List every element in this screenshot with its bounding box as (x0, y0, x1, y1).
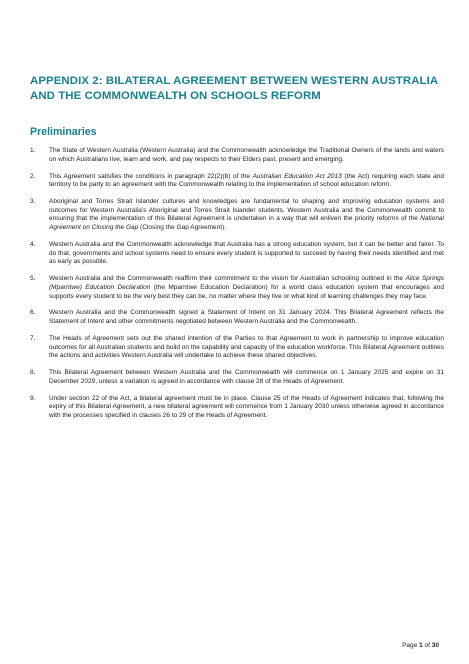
clause-6 (30, 309, 444, 326)
clause-list (30, 147, 444, 429)
clause-9 (30, 395, 444, 421)
page-word: Page (402, 642, 418, 649)
clause-text-part: (the Mparntwe Education Declaration) for a world class education system that encourages and supports every student to be the very best they can be, no matter where they live or what kind of learning challenges they may face. (49, 283, 444, 300)
page-number (402, 642, 439, 650)
clause-text-part: (the Act) requiring each state and territory to be party to an agreement with the Commonwealth relating to the implementation of school education reform. (49, 172, 444, 189)
appendix-title: APPENDIX 2: BILATERAL AGREEMENT BETWEEN WESTERN AUSTRALIA AND THE COMMONWEALTH ON SCHOOLS REFORM (30, 75, 438, 103)
clause-5 (30, 275, 444, 301)
clause-text-part: (Closing the Gap Agreement). (138, 224, 227, 232)
clause-number: 5. (30, 275, 36, 283)
clause-text (49, 198, 444, 233)
agreement-title: National Agreement on Closing the Gap (49, 215, 444, 232)
section-heading: Preliminaries (30, 126, 97, 138)
clause-text-part: Western Australia and the Commonwealth reaffirm their commitment to the vision for Australian schooling outlined in the (49, 275, 406, 283)
clause-number: 7. (30, 334, 36, 342)
clause-number: 1. (30, 147, 36, 154)
page-total: 30 (431, 642, 439, 649)
clause-text-part: Aboriginal and Torres Strait Islander cultures and knowledges are fundamental to shaping and improving education systems and outcomes for Western Australia’s Aboriginal and Torres Strait Islander students. Western Australia and the Commonwealth commit to ensuring that the implementation of this Bilateral Agreement is undertaken in a way that will enliven the priority reforms of the (49, 198, 444, 223)
clause-7 (30, 335, 444, 361)
clause-text: This Bilateral Agreement between Western Australia and the Commonwealth will commence on 1 January 2025 and expire on 31 December 2029, unless a variation is agreed in accordance with clause 28 of the Heads of Agreement. (49, 369, 444, 385)
clause-text: Western Australia and the Commonwealth signed a Statement of Intent on 31 January 2024. This Bilateral Agreement reflects the Statement of Intent and other commitments negotiated between Western Australia and the Commonwealth. (49, 309, 444, 326)
page-current: 1 (419, 642, 423, 649)
clause-text (49, 173, 444, 190)
clause-number: 9. (30, 394, 36, 402)
declaration-title: Alice Springs (Mparntwe) Education Declaration (49, 275, 444, 291)
clause-number: 6. (30, 309, 36, 317)
act-title: Australian Education Act 2013 (252, 172, 342, 180)
clause-number: 8. (30, 369, 36, 377)
clause-text (49, 275, 444, 301)
clause-text-part: This Agreement satisfies the conditions in paragraph 22(2)(b) of the (49, 172, 253, 180)
clause-text: The Heads of Agreement sets out the shared intention of the Parties to that Agreement to work in partnership to improve education outcomes for all Australian students and build on the capability and capacity of the education workforce. This Bilateral Agreement outlines the actions and activities Western Australia will undertake to achieve these shared objectives. (49, 334, 444, 360)
clause-text: The State of Western Australia (Western Australia) and the Commonwealth acknowledge the Traditional Owners of the lands and waters on which Australians live, learn and work, and pay respects to their Elders past, present and emerging. (49, 147, 444, 163)
page-of: of (424, 642, 430, 649)
clause-text: Under section 22 of the Act, a bilateral agreement must be in place. Clause 25 of the Heads of Agreement indicates that, following the expiry of this Bilateral Agreement, a new bilateral agreement will commence from 1 January 2030 unless otherwise agreed in accordance with the processes specified in clauses 26 to 29 of the Heads of Agreement. (49, 394, 444, 419)
clause-1 (30, 147, 444, 164)
clause-3 (30, 198, 444, 233)
clause-4 (30, 241, 444, 267)
clause-number: 4. (30, 240, 36, 248)
clause-text: Western Australia and the Commonwealth acknowledge that Australia has a strong education system, but it can be better and fairer. To do that, governments and school systems need to ensure every student is supported to succeed by having their needs identified and met as early as possible. (49, 240, 444, 266)
clause-number: 2. (30, 172, 36, 180)
clause-2 (30, 173, 444, 190)
clause-number: 3. (30, 198, 36, 205)
clause-8 (30, 369, 444, 386)
